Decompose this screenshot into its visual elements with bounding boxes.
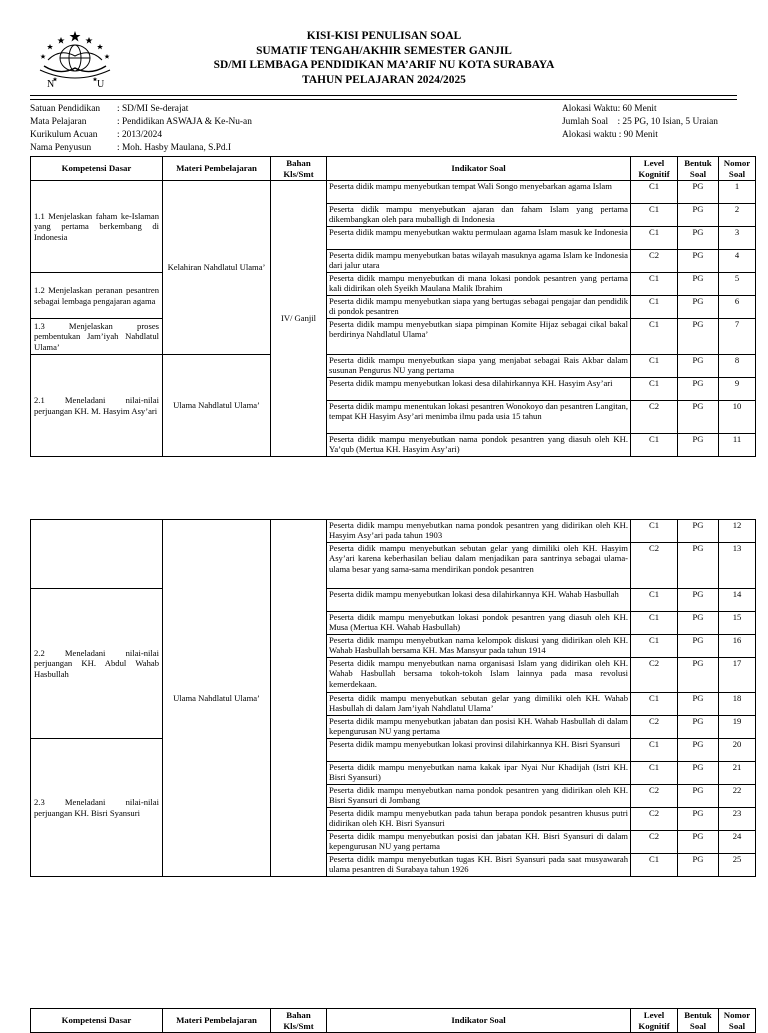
logo-letter-u: U (97, 79, 105, 90)
nomor-cell: 2 (719, 204, 756, 227)
bentuk-cell: PG (678, 785, 719, 808)
table-row (31, 273, 756, 296)
bentuk-cell: PG (678, 739, 719, 762)
nomor-cell: 17 (719, 658, 756, 693)
indikator-cell: Peserta didik mampu menyebutkan lokasi pondok pesantren yang diasuh oleh KH. Musa (Mertua KH. Wahab Hasbullah) (327, 612, 631, 635)
title-line-2: SUMATIF TENGAH/AKHIR SEMESTER GANJIL (256, 44, 512, 57)
col-header-nomor: Nomor Soal (719, 1009, 756, 1033)
indikator-cell: Peserta didik mampu menyebutkan nama organisasi Islam yang didirikan oleh KH. Wahab Hasbullah bersama tokoh-tokoh Islam lainnya pada masa revolusi kemerdekaan. (327, 658, 631, 693)
indikator-cell: Peserta didik mampu menyebutkan di mana lokasi pondok pesantren yang pertama kali didirikan oleh Syeikh Maulana Malik Ibrahim (327, 273, 631, 296)
meta-right-line: Alokasi waktu : 90 Menit (562, 130, 658, 140)
table-row (31, 319, 756, 355)
nomor-cell: 1 (719, 181, 756, 204)
header-rule (30, 95, 737, 96)
meta-left (30, 103, 252, 155)
level-cell: C1 (631, 635, 678, 658)
kompetensi-dasar-cell: 1.3 Menjelaskan proses pembentukan Jam’iyah Nahdlatul Ulama’ (31, 319, 163, 355)
nomor-cell: 7 (719, 319, 756, 355)
bentuk-cell: PG (678, 808, 719, 831)
indikator-cell: Peserta didik mampu menyebutkan nama pondok pesantren yang diasuh oleh KH. Ya’qub (Mertua KH. Hasyim Asy’ari) (327, 434, 631, 457)
bentuk-cell: PG (678, 273, 719, 296)
level-cell: C1 (631, 739, 678, 762)
indikator-cell: Peserta didik mampu menyebutkan siapa pimpinan Komite Hijaz sebagai cikal bakal berdirinya Nahdlatul Ulama’ (327, 319, 631, 355)
indikator-cell: Peserta didik mampu menentukan lokasi pesantren Wonokoyo dan pesantren Langitan, tempat KH Hasyim Asy’ari menimba ilmu pada usia 15 tahun (327, 401, 631, 434)
bentuk-cell: PG (678, 543, 719, 589)
level-cell: C1 (631, 854, 678, 877)
col-header-bahan: Bahan Kls/Smt (271, 157, 327, 181)
title-line-1: KISI-KISI PENULISAN SOAL (306, 30, 462, 42)
level-cell: C1 (631, 273, 678, 296)
indikator-cell: Peserta didik mampu menyebutkan nama kelompok diskusi yang didirikan oleh KH. Wahab Hasbullah bersama KH. Mas Mansyur pada tahun 1914 (327, 635, 631, 658)
nomor-cell: 10 (719, 401, 756, 434)
bentuk-cell: PG (678, 181, 719, 204)
col-header-bahan: Bahan Kls/Smt (271, 1009, 327, 1033)
indikator-cell: Peserta didik mampu menyebutkan posisi dan jabatan KH. Bisri Syansuri di dalam kepengurusan NU yang pertama (327, 831, 631, 854)
indikator-cell: Peserta didik mampu menyebutkan lokasi desa dilahirkannya KH. Hasyim Asy’ari (327, 378, 631, 401)
level-cell: C1 (631, 296, 678, 319)
level-cell: C1 (631, 693, 678, 716)
kompetensi-dasar-cell: 2.2 Meneladani nilai-nilai perjuangan KH. Abdul Wahab Hasbullah (31, 589, 163, 739)
col-header-materi: Materi Pembelajaran (163, 157, 271, 181)
level-cell: C1 (631, 378, 678, 401)
header-rule-thin (30, 99, 737, 100)
col-header-kompetensi: Kompetensi Dasar (31, 1009, 163, 1033)
nomor-cell: 5 (719, 273, 756, 296)
document-header (0, 0, 768, 98)
nomor-cell: 4 (719, 250, 756, 273)
materi-cell: Kelahiran Nahdlatul Ulama’ (163, 181, 271, 355)
col-header-bentuk: Bentuk Soal (678, 157, 719, 181)
bentuk-cell: PG (678, 296, 719, 319)
bahan-cell-empty (271, 520, 327, 877)
indikator-cell: Peserta didik mampu menyebutkan tugas KH. Bisri Syansuri pada saat musyawarah ulama pesantren di Surabaya tahun 1926 (327, 854, 631, 877)
nomor-cell: 18 (719, 693, 756, 716)
nomor-cell: 22 (719, 785, 756, 808)
bahan-cell: IV/ Ganjil (271, 181, 327, 457)
bentuk-cell: PG (678, 658, 719, 693)
table-row (31, 181, 756, 204)
bentuk-cell: PG (678, 693, 719, 716)
col-header-bentuk: Bentuk Soal (678, 1009, 719, 1033)
nomor-cell: 25 (719, 854, 756, 877)
bentuk-cell: PG (678, 401, 719, 434)
nomor-cell: 15 (719, 612, 756, 635)
kisi-kisi-table-1 (30, 156, 756, 457)
indikator-cell: Peserta didik mampu menyebutkan tempat Wali Songo menyebarkan agama Islam (327, 181, 631, 204)
level-cell: C1 (631, 181, 678, 204)
nomor-cell: 24 (719, 831, 756, 854)
kompetensi-dasar-cell: 1.2 Menjelaskan peranan pesantren sebagai lembaga pengajaran agama (31, 273, 163, 319)
table-row (31, 520, 756, 543)
col-header-nomor: Nomor Soal (719, 157, 756, 181)
bentuk-cell: PG (678, 355, 719, 378)
indikator-cell: Peserta didik mampu menyebutkan batas wilayah masuknya agama Islam ke Indonesia dari jalur utara (327, 250, 631, 273)
level-cell: C1 (631, 204, 678, 227)
materi-cell: Ulama Nahdlatul Ulama’ (163, 520, 271, 877)
table-row (31, 355, 756, 378)
document-title (0, 29, 768, 87)
level-cell: C2 (631, 831, 678, 854)
kompetensi-dasar-cell-empty (31, 520, 163, 589)
nomor-cell: 12 (719, 520, 756, 543)
title-line-4: TAHUN PELAJARAN 2024/2025 (302, 73, 466, 86)
kompetensi-dasar-cell: 1.1 Menjelaskan faham ke-Islaman yang pertama berkembang di Indonesia (31, 181, 163, 273)
bentuk-cell: PG (678, 520, 719, 543)
col-header-materi: Materi Pembelajaran (163, 1009, 271, 1033)
table-header-row (31, 1009, 756, 1033)
nomor-cell: 19 (719, 716, 756, 739)
bentuk-cell: PG (678, 635, 719, 658)
nomor-cell: 9 (719, 378, 756, 401)
kisi-kisi-table-2 (30, 519, 756, 877)
bentuk-cell: PG (678, 762, 719, 785)
meta-right (562, 103, 718, 142)
level-cell: C2 (631, 401, 678, 434)
indikator-cell: Peserta didik mampu menyebutkan nama pondok pesantren yang didirikan oleh KH. Hasyim Asy’ari pada tahun 1903 (327, 520, 631, 543)
nomor-cell: 8 (719, 355, 756, 378)
nomor-cell: 21 (719, 762, 756, 785)
nomor-cell: 16 (719, 635, 756, 658)
level-cell: C2 (631, 658, 678, 693)
meta-key: Nama Penyusun (30, 143, 92, 153)
bentuk-cell: PG (678, 434, 719, 457)
level-cell: C1 (631, 589, 678, 612)
indikator-cell: Peserta didik mampu menyebutkan siapa yang bertugas sebagai pengajar dan pendidik di pondok pesantren (327, 296, 631, 319)
level-cell: C2 (631, 808, 678, 831)
col-header-level: Level Kognitif (631, 157, 678, 181)
table-header-row (31, 157, 756, 181)
meta-key: Kurikulum Acuan (30, 130, 98, 140)
meta-right-line: Jumlah Soal : 25 PG, 10 Isian, 5 Uraian (562, 117, 718, 127)
bentuk-cell: PG (678, 854, 719, 877)
col-header-level: Level Kognitif (631, 1009, 678, 1033)
table-row (31, 589, 756, 612)
nomor-cell: 3 (719, 227, 756, 250)
indikator-cell: Peserta didik mampu menyebutkan jabatan dan posisi KH. Wahab Hasbullah di dalam kepengurusan NU yang pertama (327, 716, 631, 739)
col-header-indikator: Indikator Soal (327, 1009, 631, 1033)
bentuk-cell: PG (678, 831, 719, 854)
nomor-cell: 11 (719, 434, 756, 457)
indikator-cell: Peserta didik mampu menyebutkan lokasi provinsi dilahirkannya KH. Bisri Syansuri (327, 739, 631, 762)
bentuk-cell: PG (678, 319, 719, 355)
bentuk-cell: PG (678, 378, 719, 401)
level-cell: C1 (631, 355, 678, 378)
bentuk-cell: PG (678, 612, 719, 635)
kisi-kisi-table-3-header (30, 1008, 756, 1033)
level-cell: C1 (631, 434, 678, 457)
indikator-cell: Peserta didik mampu menyebutkan nama pondok pesantren yang didirikan oleh KH. Bisri Syansuri di Jombang (327, 785, 631, 808)
nomor-cell: 6 (719, 296, 756, 319)
table-row (31, 739, 756, 762)
nomor-cell: 14 (719, 589, 756, 612)
level-cell: C1 (631, 762, 678, 785)
level-cell: C2 (631, 785, 678, 808)
level-cell: C1 (631, 612, 678, 635)
meta-key: Mata Pelajaran (30, 117, 87, 127)
title-line-3: SD/MI LEMBAGA PENDIDIKAN MA’ARIF NU KOTA SURABAYA (213, 59, 555, 72)
nomor-cell: 20 (719, 739, 756, 762)
nomor-cell: 23 (719, 808, 756, 831)
indikator-cell: Peserta didik mampu menyebutkan ajaran dan faham Islam yang pertama dikembangkan oleh para muballigh di Indonesia (327, 204, 631, 227)
level-cell: C1 (631, 319, 678, 355)
meta-key: Satuan Pendidikan (30, 104, 101, 114)
indikator-cell: Peserta didik mampu menyebutkan sebutan gelar yang dimiliki oleh KH. Wahab Hasbullah di dalam Jam’iyah Nahdlatul Ulama’ (327, 693, 631, 716)
indikator-cell: Peserta didik mampu menyebutkan sebutan gelar yang dimiliki oleh KH. Hasyim Asy’ari karena keberhasilan beliau dalam menjadikan para santrinya sebagai ulama-ulama besar yang sama-sama mendirikan pondok pesantren (327, 543, 631, 589)
level-cell: C2 (631, 543, 678, 589)
level-cell: C1 (631, 520, 678, 543)
bentuk-cell: PG (678, 250, 719, 273)
bentuk-cell: PG (678, 227, 719, 250)
nomor-cell: 13 (719, 543, 756, 589)
meta-value: : Pendidikan ASWAJA & Ke-Nu-an (117, 117, 252, 127)
meta-value: : Moh. Hasby Maulana, S.Pd.I (117, 143, 232, 153)
bentuk-cell: PG (678, 716, 719, 739)
indikator-cell: Peserta didik mampu menyebutkan siapa yang menjabat sebagai Rais Akbar dalam susunan Pengurus NU yang pertama (327, 355, 631, 378)
meta-value: : SD/MI Se-derajat (117, 104, 189, 114)
level-cell: C2 (631, 250, 678, 273)
col-header-kompetensi: Kompetensi Dasar (31, 157, 163, 181)
bentuk-cell: PG (678, 204, 719, 227)
meta-right-line: Alokasi Waktu: 60 Menit (562, 104, 657, 114)
bentuk-cell: PG (678, 589, 719, 612)
kompetensi-dasar-cell: 2.3 Meneladani nilai-nilai perjuangan KH. Bisri Syansuri (31, 739, 163, 877)
logo-letter-n: N (47, 79, 55, 90)
kompetensi-dasar-cell: 2.1 Meneladani nilai-nilai perjuangan KH. M. Hasyim Asy’ari (31, 355, 163, 457)
col-header-indikator: Indikator Soal (327, 157, 631, 181)
level-cell: C1 (631, 227, 678, 250)
indikator-cell: Peserta didik mampu menyebutkan waktu permulaan agama Islam masuk ke Indonesia (327, 227, 631, 250)
meta-value: : 2013/2024 (117, 130, 163, 140)
indikator-cell: Peserta didik mampu menyebutkan lokasi desa dilahirkannya KH. Wahab Hasbullah (327, 589, 631, 612)
indikator-cell: Peserta didik mampu menyebutkan pada tahun berapa pondok pesantren khusus putri didirikan oleh KH. Bisri Syansuri (327, 808, 631, 831)
materi-cell: Ulama Nahdlatul Ulama’ (163, 355, 271, 457)
indikator-cell: Peserta didik mampu menyebutkan nama kakak ipar Nyai Nur Khadijah (Istri KH. Bisri Syansuri) (327, 762, 631, 785)
level-cell: C2 (631, 716, 678, 739)
